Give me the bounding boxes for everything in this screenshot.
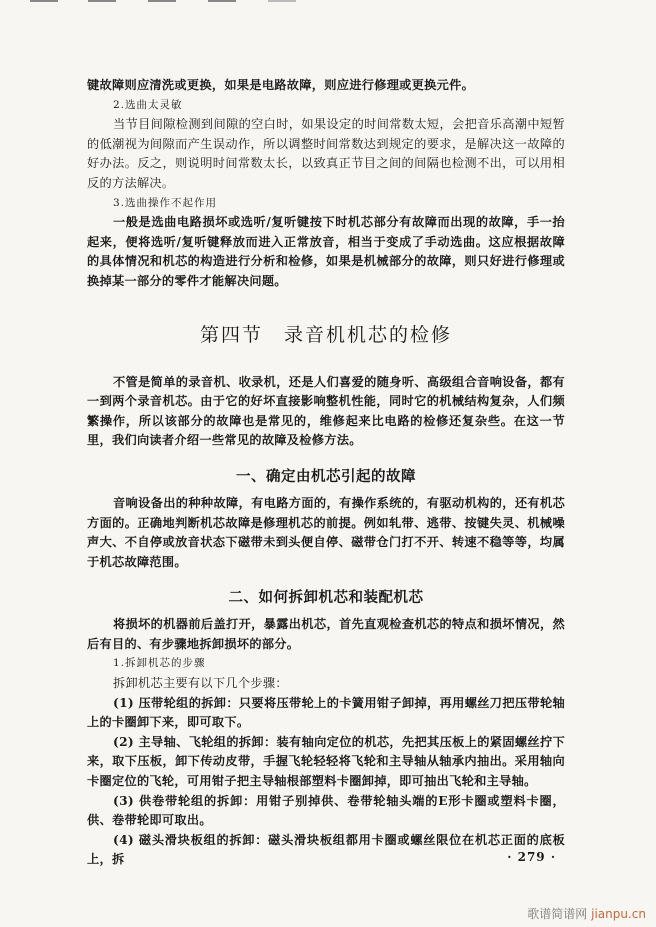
step-item: (3) 供卷带轮组的拆卸：用钳子别掉供、卷带轮轴头端的E形卡圈或塑料卡圈，供、卷带轮即可取出。: [87, 793, 565, 828]
part1-heading: 一、确定由机芯引起的故障: [236, 468, 416, 485]
section-title: 第四节 录音机机芯的检修: [199, 323, 452, 346]
part2-heading: 二、如何拆卸机芯和装配机芯: [228, 590, 424, 607]
step-item: (1) 压带轮组的拆卸：只要将压带轮上的卡簧用钳子卸掉，再用螺丝刀把压带轮轴上的卡圈卸下来，即可取下。: [87, 695, 565, 730]
step-heading: 1.拆卸机芯的步骤: [113, 657, 206, 670]
page-number: · 279 ·: [507, 850, 556, 864]
part1-text: 音响设备出的种种故障，有电路方面的，有操作系统的，有驱动机构的，还有机芯方面的。正确地判断机芯故障是修理机芯的前提。例如轧带、逃带、按键失灵、机械噪声大、不自停或放音状态下磁带未到头便自停、磁带仓门打不开、转速不稳等等，均属于机芯故障范围。: [87, 495, 565, 569]
item3-text: 一般是选曲电路损坏或选听/复听键按下时机芯部分有故障而出现的故障，手一抬起来，便将选听/复听键释放而进入正常放音，相当于变成了手动选曲。这应根据故障的具体情况和机芯的构造进行分析和检修，如果是机械部分的故障，则只好进行修理或换掉某一部分的零件才能解决问题。: [87, 215, 565, 288]
page-content: [87, 76, 565, 870]
watermark-url: jianpu.cn: [591, 907, 646, 921]
item3-heading: 3.选曲操作不起作用: [113, 196, 218, 209]
item2-text: 当节目间隙检测到间隙的空白时，如果设定的时间常数太短，会把音乐高潮中短暂的低潮视为间隙而产生误动作，所以调整时间常数达到规定的要求，是解决这一故障的好办法。反之，则说明时间常数太长，以致真正节目之间的间隔也检测不出，可以用相反的方法解决。: [87, 117, 565, 190]
step-intro: 拆卸机芯主要有以下几个步骤：: [113, 676, 288, 691]
item2-heading: 2.选曲太灵敏: [113, 98, 183, 111]
continuation-text: 键故障则应清洗或更换，如果是电路故障，则应进行修理或更换元件。: [87, 78, 475, 92]
step-item: (4) 磁头滑块板组的拆卸：磁头滑块板组都用卡圈或螺丝限位在机芯正面的底板上，拆: [87, 832, 565, 867]
part2-text: 将损坏的机器前后盖打开，暴露出机芯，首先直观检查机芯的特点和损坏情况，然后有目的、有步骤地拆卸损坏的部分。: [87, 617, 565, 651]
scan-edge-marks: [30, 0, 330, 4]
step-item: (2) 主导轴、飞轮组的拆卸：装有轴向定位的机芯，先把其压板上的紧固螺丝拧下来，取下压板，卸下传动皮带，手握飞轮轻轻将飞轮和主导轴从轴承内抽出。采用轴向卡圈定位的飞轮，可用钳子把主导轴根部塑料卡圈卸掉，即可抽出飞轮和主导轴。: [87, 734, 565, 789]
watermark-site-name: 歌谱简谱网: [527, 907, 588, 921]
intro-text: 不管是简单的录音机、收录机，还是人们喜爱的随身听、高级组合音响设备，都有一到两个录音机芯。由于它的好坏直接影响整机性能，同时它的机械结构复杂，人们频繁操作，所以该部分的故障也是常见的，维修起来比电路的检修还复杂些。在这一节里，我们向读者介绍一些常见的故障及检修方法。: [87, 374, 565, 448]
watermark: [527, 905, 646, 922]
